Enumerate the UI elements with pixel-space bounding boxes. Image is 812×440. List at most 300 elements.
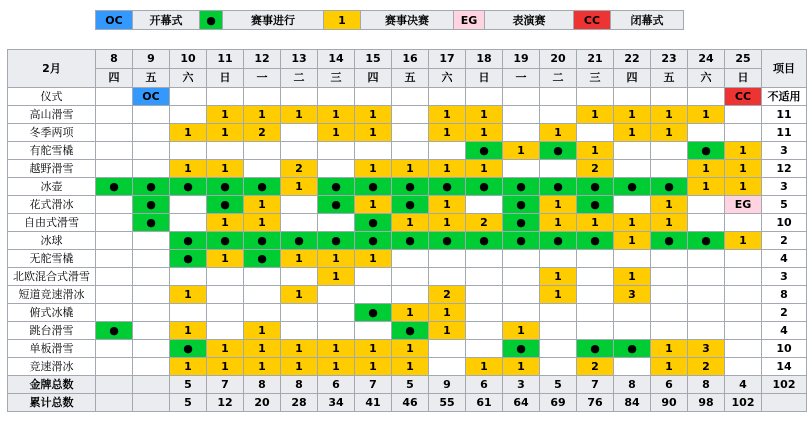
schedule-cell: 1 bbox=[540, 286, 577, 304]
month-header: 2月 bbox=[8, 50, 96, 88]
schedule-cell bbox=[466, 196, 503, 214]
schedule-cell bbox=[540, 250, 577, 268]
event-count: 11 bbox=[762, 124, 807, 142]
schedule-cell bbox=[170, 214, 207, 232]
schedule-cell: 1 bbox=[170, 286, 207, 304]
total-cell bbox=[96, 394, 133, 412]
schedule-cell bbox=[688, 304, 725, 322]
schedule-cell: 1 bbox=[651, 358, 688, 376]
sport-name: 越野滑雪 bbox=[8, 160, 96, 178]
sport-name: 短道竞速滑冰 bbox=[8, 286, 96, 304]
schedule-cell bbox=[651, 88, 688, 106]
schedule-cell: 2 bbox=[466, 214, 503, 232]
schedule-cell bbox=[281, 322, 318, 340]
schedule-cell: 1 bbox=[170, 160, 207, 178]
header-weekday-row bbox=[8, 69, 807, 88]
schedule-cell bbox=[466, 268, 503, 286]
total-cell: 12 bbox=[207, 394, 244, 412]
date-header: 16 bbox=[392, 50, 429, 69]
weekday-header: 三 bbox=[318, 69, 355, 88]
schedule-cell bbox=[207, 304, 244, 322]
schedule-cell bbox=[318, 88, 355, 106]
legend-row bbox=[96, 11, 684, 30]
schedule-cell: 1 bbox=[614, 124, 651, 142]
weekday-header: 三 bbox=[577, 69, 614, 88]
schedule-cell: 1 bbox=[318, 106, 355, 124]
schedule-cell bbox=[133, 304, 170, 322]
schedule-cell bbox=[503, 106, 540, 124]
schedule-cell: 2 bbox=[281, 160, 318, 178]
schedule-cell: 1 bbox=[614, 232, 651, 250]
legend-label: 闭幕式 bbox=[611, 11, 684, 30]
schedule-cell bbox=[688, 322, 725, 340]
schedule-cell: OC bbox=[133, 88, 170, 106]
schedule-cell bbox=[577, 124, 614, 142]
schedule-cell bbox=[96, 358, 133, 376]
weekday-header: 六 bbox=[688, 69, 725, 88]
schedule-cell bbox=[207, 268, 244, 286]
schedule-cell: ● bbox=[170, 250, 207, 268]
schedule-cell: 1 bbox=[614, 214, 651, 232]
schedule-cell: ● bbox=[651, 178, 688, 196]
schedule-cell bbox=[281, 124, 318, 142]
date-header: 17 bbox=[429, 50, 466, 69]
schedule-cell bbox=[540, 322, 577, 340]
schedule-cell: ● bbox=[577, 196, 614, 214]
weekday-header: 四 bbox=[96, 69, 133, 88]
schedule-cell bbox=[614, 88, 651, 106]
schedule-cell bbox=[429, 88, 466, 106]
schedule-cell: ● bbox=[133, 196, 170, 214]
sport-row bbox=[8, 178, 807, 196]
schedule-cell: ● bbox=[466, 178, 503, 196]
sport-name: 单板滑雪 bbox=[8, 340, 96, 358]
schedule-cell bbox=[281, 268, 318, 286]
schedule-cell: ● bbox=[392, 232, 429, 250]
event-count: 14 bbox=[762, 358, 807, 376]
total-cell: 69 bbox=[540, 394, 577, 412]
schedule-cell bbox=[614, 358, 651, 376]
schedule-cell bbox=[244, 88, 281, 106]
schedule-cell bbox=[429, 268, 466, 286]
schedule-cell bbox=[651, 286, 688, 304]
schedule-cell bbox=[170, 88, 207, 106]
schedule-cell bbox=[577, 286, 614, 304]
schedule-cell: 1 bbox=[688, 106, 725, 124]
schedule-cell bbox=[244, 142, 281, 160]
schedule-cell: 1 bbox=[281, 358, 318, 376]
schedule-cell: ● bbox=[429, 178, 466, 196]
schedule-cell bbox=[392, 124, 429, 142]
schedule-cell bbox=[133, 358, 170, 376]
sport-name: 冰球 bbox=[8, 232, 96, 250]
schedule-cell: ● bbox=[392, 196, 429, 214]
schedule-cell: 1 bbox=[725, 160, 762, 178]
sport-row bbox=[8, 214, 807, 232]
schedule-cell bbox=[96, 196, 133, 214]
total-cell: 5 bbox=[170, 376, 207, 394]
schedule-cell bbox=[96, 340, 133, 358]
schedule-cell: 1 bbox=[244, 214, 281, 232]
schedule-cell bbox=[429, 142, 466, 160]
sport-name: 仪式 bbox=[8, 88, 96, 106]
event-count: 4 bbox=[762, 322, 807, 340]
schedule-cell bbox=[133, 286, 170, 304]
schedule-cell bbox=[688, 124, 725, 142]
schedule-cell bbox=[170, 106, 207, 124]
schedule-cell: 1 bbox=[577, 106, 614, 124]
schedule-cell bbox=[133, 232, 170, 250]
total-cell: 7 bbox=[355, 376, 392, 394]
schedule-cell: 1 bbox=[207, 106, 244, 124]
schedule-cell bbox=[540, 88, 577, 106]
schedule-cell bbox=[96, 304, 133, 322]
schedule-cell: 1 bbox=[429, 322, 466, 340]
total-cell: 90 bbox=[651, 394, 688, 412]
schedule-cell: 1 bbox=[281, 106, 318, 124]
schedule-cell bbox=[133, 160, 170, 178]
schedule-cell: ● bbox=[392, 178, 429, 196]
event-count: 3 bbox=[762, 142, 807, 160]
schedule-cell: 1 bbox=[540, 268, 577, 286]
schedule-cell: 1 bbox=[355, 124, 392, 142]
schedule-cell bbox=[429, 250, 466, 268]
schedule-cell bbox=[466, 286, 503, 304]
date-header: 11 bbox=[207, 50, 244, 69]
schedule-cell: 1 bbox=[281, 286, 318, 304]
schedule-cell bbox=[392, 142, 429, 160]
schedule-cell bbox=[540, 358, 577, 376]
schedule-cell: ● bbox=[688, 142, 725, 160]
total-cell: 61 bbox=[466, 394, 503, 412]
total-cell: 98 bbox=[688, 394, 725, 412]
event-count: 2 bbox=[762, 304, 807, 322]
schedule-cell bbox=[503, 160, 540, 178]
schedule-cell: 1 bbox=[577, 214, 614, 232]
sport-row bbox=[8, 196, 807, 214]
total-cell: 5 bbox=[170, 394, 207, 412]
schedule-cell: ● bbox=[170, 340, 207, 358]
date-header: 20 bbox=[540, 50, 577, 69]
legend-label: 赛事决赛 bbox=[361, 11, 454, 30]
schedule-cell bbox=[96, 106, 133, 124]
schedule-cell: CC bbox=[725, 88, 762, 106]
schedule-cell: ● bbox=[503, 340, 540, 358]
schedule-cell bbox=[540, 340, 577, 358]
schedule-cell: ● bbox=[244, 178, 281, 196]
schedule-cell bbox=[133, 340, 170, 358]
schedule-cell bbox=[281, 304, 318, 322]
schedule-cell bbox=[503, 268, 540, 286]
schedule-cell bbox=[614, 304, 651, 322]
schedule-cell bbox=[96, 160, 133, 178]
total-cell: 5 bbox=[540, 376, 577, 394]
grand-total: 102 bbox=[762, 376, 807, 394]
weekday-header: 六 bbox=[170, 69, 207, 88]
schedule-cell bbox=[725, 250, 762, 268]
total-cell: 7 bbox=[577, 376, 614, 394]
schedule-cell: 2 bbox=[688, 358, 725, 376]
event-count: 2 bbox=[762, 232, 807, 250]
total-cell: 8 bbox=[281, 376, 318, 394]
schedule-cell: 1 bbox=[429, 106, 466, 124]
schedule-cell bbox=[133, 322, 170, 340]
schedule-cell bbox=[392, 88, 429, 106]
schedule-cell: 1 bbox=[281, 340, 318, 358]
sport-row bbox=[8, 304, 807, 322]
schedule-cell: ● bbox=[466, 142, 503, 160]
schedule-cell bbox=[392, 250, 429, 268]
total-cell: 55 bbox=[429, 394, 466, 412]
schedule-cell bbox=[96, 286, 133, 304]
sport-row bbox=[8, 88, 807, 106]
total-cell bbox=[133, 376, 170, 394]
schedule-cell bbox=[503, 286, 540, 304]
schedule-cell: 3 bbox=[614, 286, 651, 304]
schedule-cell: 1 bbox=[725, 232, 762, 250]
schedule-cell bbox=[540, 304, 577, 322]
schedule-cell: 1 bbox=[651, 106, 688, 124]
date-header: 15 bbox=[355, 50, 392, 69]
sport-row bbox=[8, 286, 807, 304]
schedule-cell bbox=[96, 88, 133, 106]
total-cell bbox=[133, 394, 170, 412]
event-count: 3 bbox=[762, 268, 807, 286]
schedule-cell: 1 bbox=[244, 340, 281, 358]
schedule-cell: 1 bbox=[651, 196, 688, 214]
schedule-cell: ● bbox=[392, 322, 429, 340]
schedule-cell: ● bbox=[96, 178, 133, 196]
schedule-totals bbox=[8, 376, 807, 412]
schedule-cell bbox=[466, 322, 503, 340]
weekday-header: 五 bbox=[133, 69, 170, 88]
schedule-cell: 1 bbox=[355, 250, 392, 268]
schedule-cell bbox=[651, 142, 688, 160]
schedule-cell bbox=[614, 160, 651, 178]
date-header: 9 bbox=[133, 50, 170, 69]
schedule-cell: ● bbox=[355, 304, 392, 322]
total-cell: 5 bbox=[392, 376, 429, 394]
schedule-cell: 1 bbox=[207, 340, 244, 358]
schedule-cell: 1 bbox=[207, 124, 244, 142]
sport-name: 高山滑雪 bbox=[8, 106, 96, 124]
schedule-cell bbox=[207, 142, 244, 160]
schedule-cell bbox=[96, 142, 133, 160]
sport-row bbox=[8, 268, 807, 286]
total-cell: 46 bbox=[392, 394, 429, 412]
schedule-cell: ● bbox=[355, 214, 392, 232]
sport-name: 俯式冰橇 bbox=[8, 304, 96, 322]
schedule-cell: ● bbox=[355, 232, 392, 250]
date-header: 13 bbox=[281, 50, 318, 69]
total-cell: 3 bbox=[503, 376, 540, 394]
total-cell: 7 bbox=[207, 376, 244, 394]
schedule-cell: 1 bbox=[244, 106, 281, 124]
cumulative-total-row bbox=[8, 394, 807, 412]
schedule-cell: 1 bbox=[651, 340, 688, 358]
schedule-cell bbox=[725, 322, 762, 340]
schedule-cell: 1 bbox=[540, 196, 577, 214]
weekday-header: 日 bbox=[725, 69, 762, 88]
schedule-cell: 1 bbox=[429, 160, 466, 178]
schedule-cell bbox=[96, 214, 133, 232]
schedule-cell bbox=[355, 142, 392, 160]
schedule-cell bbox=[725, 124, 762, 142]
schedule-cell: 1 bbox=[244, 358, 281, 376]
schedule-cell: ● bbox=[207, 178, 244, 196]
sport-row bbox=[8, 142, 807, 160]
total-cell: 76 bbox=[577, 394, 614, 412]
sport-name: 跳台滑雪 bbox=[8, 322, 96, 340]
sport-row bbox=[8, 358, 807, 376]
schedule-cell: ● bbox=[540, 142, 577, 160]
legend-code: 1 bbox=[324, 11, 361, 30]
total-cell: 8 bbox=[688, 376, 725, 394]
weekday-header: 四 bbox=[355, 69, 392, 88]
schedule-cell: ● bbox=[688, 232, 725, 250]
sport-row bbox=[8, 160, 807, 178]
schedule-cell bbox=[540, 160, 577, 178]
schedule-cell bbox=[688, 286, 725, 304]
schedule-cell: 1 bbox=[244, 196, 281, 214]
schedule-cell bbox=[577, 268, 614, 286]
schedule-cell: 1 bbox=[392, 214, 429, 232]
schedule-cell: 1 bbox=[318, 358, 355, 376]
weekday-header: 一 bbox=[244, 69, 281, 88]
schedule-cell: ● bbox=[503, 232, 540, 250]
sport-name: 冰壶 bbox=[8, 178, 96, 196]
schedule-cell bbox=[133, 142, 170, 160]
schedule-cell bbox=[133, 268, 170, 286]
schedule-cell bbox=[96, 232, 133, 250]
schedule-cell: 1 bbox=[392, 340, 429, 358]
schedule-cell bbox=[392, 286, 429, 304]
schedule-cell: 1 bbox=[318, 250, 355, 268]
weekday-header: 一 bbox=[503, 69, 540, 88]
total-cell: 4 bbox=[725, 376, 762, 394]
schedule-cell bbox=[577, 304, 614, 322]
schedule-cell: ● bbox=[651, 232, 688, 250]
schedule-cell: 1 bbox=[429, 304, 466, 322]
event-count: 4 bbox=[762, 250, 807, 268]
schedule-cell: 1 bbox=[725, 142, 762, 160]
total-cell: 6 bbox=[318, 376, 355, 394]
event-count: 3 bbox=[762, 178, 807, 196]
legend-label: 赛事进行 bbox=[223, 11, 324, 30]
date-header: 18 bbox=[466, 50, 503, 69]
total-cell: 64 bbox=[503, 394, 540, 412]
schedule-cell bbox=[281, 214, 318, 232]
schedule-cell: ● bbox=[318, 196, 355, 214]
schedule-cell: 1 bbox=[170, 358, 207, 376]
schedule-cell bbox=[318, 142, 355, 160]
schedule-cell: 1 bbox=[540, 214, 577, 232]
schedule-cell bbox=[577, 88, 614, 106]
schedule-cell bbox=[725, 304, 762, 322]
schedule-cell bbox=[503, 124, 540, 142]
schedule-cell bbox=[170, 304, 207, 322]
total-cell: 8 bbox=[244, 376, 281, 394]
schedule-cell: 1 bbox=[207, 250, 244, 268]
schedule-cell: ● bbox=[207, 196, 244, 214]
grand-total bbox=[762, 394, 807, 412]
date-header: 12 bbox=[244, 50, 281, 69]
event-count: 8 bbox=[762, 286, 807, 304]
schedule-cell bbox=[688, 268, 725, 286]
schedule-cell: ● bbox=[540, 178, 577, 196]
schedule-cell: 1 bbox=[466, 160, 503, 178]
schedule-cell bbox=[318, 304, 355, 322]
schedule-cell: ● bbox=[133, 178, 170, 196]
schedule-cell: 2 bbox=[577, 160, 614, 178]
schedule-cell bbox=[688, 214, 725, 232]
schedule-cell: ● bbox=[466, 232, 503, 250]
schedule-cell: ● bbox=[170, 232, 207, 250]
schedule-cell: EG bbox=[725, 196, 762, 214]
schedule-cell bbox=[207, 286, 244, 304]
schedule-cell bbox=[133, 106, 170, 124]
schedule-cell: 1 bbox=[318, 268, 355, 286]
schedule-cell bbox=[244, 160, 281, 178]
schedule-cell bbox=[355, 88, 392, 106]
total-cell: 102 bbox=[725, 394, 762, 412]
schedule-table bbox=[7, 49, 807, 412]
weekday-header: 二 bbox=[281, 69, 318, 88]
legend-code: ● bbox=[200, 11, 223, 30]
schedule-cell: ● bbox=[170, 178, 207, 196]
total-cell: 9 bbox=[429, 376, 466, 394]
event-count: 10 bbox=[762, 214, 807, 232]
total-cell: 6 bbox=[651, 376, 688, 394]
schedule-cell bbox=[725, 358, 762, 376]
date-header: 19 bbox=[503, 50, 540, 69]
sport-row bbox=[8, 322, 807, 340]
schedule-cell: ● bbox=[281, 232, 318, 250]
schedule-cell bbox=[577, 250, 614, 268]
total-cell: 41 bbox=[355, 394, 392, 412]
schedule-cell: ● bbox=[133, 214, 170, 232]
schedule-cell: ● bbox=[614, 178, 651, 196]
schedule-cell: 1 bbox=[392, 358, 429, 376]
gold-total-row bbox=[8, 376, 807, 394]
schedule-cell: ● bbox=[540, 232, 577, 250]
schedule-cell: 1 bbox=[355, 358, 392, 376]
schedule-cell: 1 bbox=[651, 214, 688, 232]
schedule-cell: ● bbox=[96, 322, 133, 340]
schedule-cell bbox=[281, 142, 318, 160]
schedule-cell bbox=[577, 322, 614, 340]
schedule-cell: ● bbox=[207, 232, 244, 250]
schedule-cell: 1 bbox=[503, 142, 540, 160]
date-header: 21 bbox=[577, 50, 614, 69]
schedule-cell bbox=[503, 250, 540, 268]
schedule-cell: ● bbox=[244, 232, 281, 250]
schedule-cell: 1 bbox=[503, 322, 540, 340]
schedule-cell bbox=[355, 322, 392, 340]
weekday-header: 五 bbox=[392, 69, 429, 88]
total-cell: 8 bbox=[614, 376, 651, 394]
schedule-cell bbox=[355, 286, 392, 304]
schedule-cell: 1 bbox=[614, 106, 651, 124]
schedule-cell bbox=[614, 196, 651, 214]
schedule-cell bbox=[725, 214, 762, 232]
schedule-cell: ● bbox=[429, 232, 466, 250]
event-count: 10 bbox=[762, 340, 807, 358]
header-date-row bbox=[8, 50, 807, 69]
schedule-cell: 3 bbox=[688, 340, 725, 358]
schedule-cell: ● bbox=[577, 340, 614, 358]
schedule-body bbox=[8, 88, 807, 376]
